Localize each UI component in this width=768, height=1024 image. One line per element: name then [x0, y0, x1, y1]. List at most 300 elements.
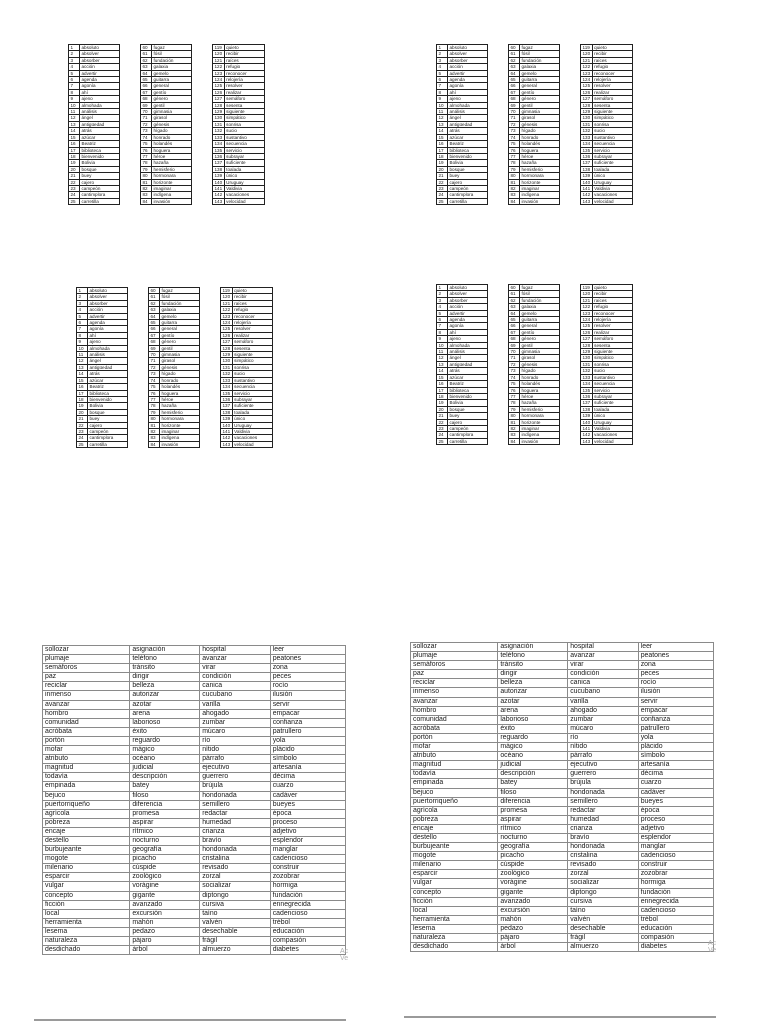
- word-cell: asignación: [130, 646, 200, 655]
- entry-number: 120: [582, 51, 591, 57]
- entry-word: análisis: [88, 352, 128, 358]
- entry-number: 23: [69, 185, 80, 191]
- entry-word: simpático: [232, 358, 272, 364]
- entry-number: 122: [582, 304, 591, 310]
- entry-word: Valdivia: [232, 428, 272, 434]
- entry-number: 15: [69, 134, 80, 140]
- entry-word: azúcar: [88, 377, 128, 383]
- entry-word: gimnasia: [520, 109, 560, 115]
- entry-number: 131: [582, 121, 591, 127]
- entry-word: Beatriz: [448, 381, 488, 387]
- entry-word: secuencia: [592, 141, 632, 147]
- entry-number: 135: [582, 147, 591, 153]
- word-cell: vulgar: [43, 882, 130, 891]
- word-cell: peatones: [638, 652, 713, 661]
- entry-number: 22: [437, 179, 448, 185]
- table-row: [43, 664, 346, 673]
- entry-number: 8: [437, 89, 448, 95]
- entry-word: sucio: [592, 368, 632, 374]
- entry-number: 10: [69, 102, 80, 108]
- entry-number: 78: [149, 403, 160, 409]
- entry-number: 5: [69, 70, 80, 76]
- entry-word: cajero: [88, 422, 128, 428]
- entry-word: relojería: [232, 320, 272, 326]
- entry-number: 127: [214, 96, 223, 102]
- entry-word: servicio: [224, 147, 264, 153]
- word-cell: mágico: [498, 743, 568, 752]
- word-cell: esplendor: [270, 836, 345, 845]
- word-cell: éxito: [130, 727, 200, 736]
- entry-word: quieto: [592, 45, 632, 51]
- numbered-column: [148, 287, 200, 448]
- entry-number: 77: [141, 153, 152, 159]
- entry-word: antigüedad: [448, 361, 488, 367]
- word-cell: empinada: [411, 779, 498, 788]
- word-cell: árbol: [130, 946, 200, 955]
- word-cell: redactar: [568, 806, 639, 815]
- table-row: [43, 773, 346, 782]
- entry-word: absorber: [448, 57, 488, 63]
- word-cell: esparcir: [43, 873, 130, 882]
- entry-number: 79: [141, 166, 152, 172]
- entry-word: héroe: [520, 393, 560, 399]
- entry-word: servicio: [592, 147, 632, 153]
- entry-number: 14: [69, 128, 80, 134]
- entry-word: relojería: [224, 77, 264, 83]
- entry-number: 143: [222, 441, 231, 447]
- entry-number: 15: [77, 377, 88, 383]
- word-cell: artesanía: [270, 764, 345, 773]
- entry-number: 62: [141, 57, 152, 63]
- entry-word: acción: [448, 304, 488, 310]
- entry-word: recibir: [592, 291, 632, 297]
- entry-word: antigüedad: [448, 121, 488, 127]
- word-cell: zoológico: [498, 870, 568, 879]
- table-row: [411, 833, 714, 842]
- word-cell: semillero: [200, 800, 271, 809]
- word-cell: batey: [130, 782, 200, 791]
- entry-word: advertir: [88, 313, 128, 319]
- word-cell: pájaro: [130, 937, 200, 946]
- entry-number: 137: [582, 400, 591, 406]
- entry-word: resolver: [224, 83, 264, 89]
- entry-number: 14: [77, 371, 88, 377]
- table-row: [43, 646, 346, 655]
- entry-word: sonrisa: [224, 121, 264, 127]
- word-cell: desechable: [200, 927, 271, 936]
- entry-number: 62: [509, 297, 520, 303]
- word-cell: pedazo: [130, 927, 200, 936]
- entry-word: género: [152, 96, 192, 102]
- entry-number: 82: [509, 185, 520, 191]
- entry-word: reconocer: [224, 70, 264, 76]
- entry-number: 6: [77, 320, 88, 326]
- list-row: [509, 198, 560, 204]
- entry-number: 134: [582, 141, 591, 147]
- entry-word: cantimplora: [80, 192, 120, 198]
- entry-number: 10: [437, 342, 448, 348]
- entry-number: 66: [509, 323, 520, 329]
- word-cell: dirigir: [130, 673, 200, 682]
- entry-word: ahí: [448, 329, 488, 335]
- entry-number: 131: [222, 364, 231, 370]
- word-cell: acróbata: [43, 727, 130, 736]
- entry-word: gimnasia: [152, 109, 192, 115]
- entry-number: 9: [69, 96, 80, 102]
- entry-number: 119: [581, 45, 593, 51]
- entry-number: 65: [509, 77, 520, 83]
- word-cell: cadáver: [270, 791, 345, 800]
- entry-number: 123: [222, 313, 231, 319]
- entry-word: vacaciones: [224, 192, 264, 198]
- word-cell: cadencioso: [270, 855, 345, 864]
- entry-word: análisis: [448, 349, 488, 355]
- word-cell: belleza: [130, 682, 200, 691]
- word-cell: patrullero: [638, 724, 713, 733]
- entry-word: velocidad: [232, 441, 272, 447]
- entry-number: 126: [214, 89, 223, 95]
- entry-number: 84: [509, 198, 520, 204]
- word-cell: taíno: [200, 909, 271, 918]
- word-cell: artesanía: [638, 761, 713, 770]
- word-cell: plácido: [270, 746, 345, 755]
- table-row: [411, 934, 714, 943]
- entry-number: 7: [69, 83, 80, 89]
- entry-number: 138: [582, 166, 591, 172]
- entry-word: Beatriz: [80, 141, 120, 147]
- entry-number: 82: [149, 428, 160, 434]
- entry-number: 25: [437, 438, 448, 444]
- entry-word: indígena: [160, 435, 200, 441]
- entry-number: 61: [509, 291, 520, 297]
- entry-number: 63: [509, 64, 520, 70]
- word-cell: bejuco: [411, 788, 498, 797]
- word-cell: río: [568, 733, 639, 742]
- word-cell: décima: [270, 773, 345, 782]
- word-cell: construir: [638, 861, 713, 870]
- entry-number: 61: [149, 294, 160, 300]
- entry-number: 17: [69, 147, 80, 153]
- entry-number: 65: [509, 317, 520, 323]
- entry-number: 81: [149, 422, 160, 428]
- word-cell: plácido: [638, 743, 713, 752]
- table-row: [43, 918, 346, 927]
- entry-number: 79: [509, 406, 520, 412]
- entry-word: honrado: [160, 377, 200, 383]
- entry-number: 133: [582, 134, 591, 140]
- entry-number: 19: [437, 400, 448, 406]
- entry-number: 122: [222, 307, 231, 313]
- table-row: [411, 652, 714, 661]
- entry-word: imaginar: [520, 185, 560, 191]
- word-cell: empinada: [43, 782, 130, 791]
- entry-number: 67: [141, 89, 152, 95]
- table-row: [411, 788, 714, 797]
- entry-word: general: [520, 323, 560, 329]
- entry-number: 80: [141, 173, 152, 179]
- entry-word: antigüedad: [88, 364, 128, 370]
- entry-number: 121: [582, 297, 591, 303]
- entry-word: toalada: [592, 406, 632, 412]
- entry-word: hemisferio: [520, 166, 560, 172]
- entry-number: 83: [509, 192, 520, 198]
- entry-number: 78: [141, 160, 152, 166]
- entry-number: 74: [509, 374, 520, 380]
- entry-word: hoguera: [520, 147, 560, 153]
- entry-word: honrado: [152, 134, 192, 140]
- word-cell: zozobrar: [638, 870, 713, 879]
- word-cell: esparcir: [411, 870, 498, 879]
- word-cell: avanzar: [200, 655, 271, 664]
- word-cell: hondonada: [200, 846, 271, 855]
- word-cell: ficción: [411, 897, 498, 906]
- entry-number: 125: [214, 83, 223, 89]
- entry-word: refugio: [224, 64, 264, 70]
- word-cell: encaje: [43, 827, 130, 836]
- entry-number: 11: [77, 352, 88, 358]
- entry-word: sonrisa: [592, 361, 632, 367]
- entry-word: almohada: [80, 102, 120, 108]
- word-cell: taíno: [568, 906, 639, 915]
- word-cell: ilusión: [270, 691, 345, 700]
- word-cell: época: [270, 809, 345, 818]
- entry-number: 126: [582, 89, 591, 95]
- table-row: [411, 943, 714, 952]
- word-cell: humedad: [200, 818, 271, 827]
- table-row: [411, 897, 714, 906]
- word-cell: peces: [270, 673, 345, 682]
- entry-number: 64: [141, 70, 152, 76]
- entry-word: holandés: [520, 381, 560, 387]
- entry-word: honrado: [520, 374, 560, 380]
- word-cell: bueyes: [270, 800, 345, 809]
- word-cell: ahogado: [200, 709, 271, 718]
- entry-word: subrayar: [592, 393, 632, 399]
- word-cell: geografía: [498, 843, 568, 852]
- entry-number: 136: [582, 153, 591, 159]
- entry-word: Beatriz: [88, 384, 128, 390]
- entry-number: 139: [582, 173, 591, 179]
- numbered-list-top-left: [68, 44, 285, 205]
- entry-number: 7: [77, 326, 88, 332]
- entry-number: 6: [437, 77, 448, 83]
- word-cell: varilla: [568, 697, 639, 706]
- table-row: [43, 891, 346, 900]
- word-cell: hospital: [568, 643, 639, 652]
- word-cell: diptongo: [568, 888, 639, 897]
- entry-number: 132: [582, 128, 591, 134]
- entry-word: horizonte: [152, 179, 192, 185]
- word-cell: construir: [270, 864, 345, 873]
- word-cell: judicial: [498, 761, 568, 770]
- entry-number: 12: [77, 358, 88, 364]
- word-cell: cúspide: [498, 861, 568, 870]
- entry-number: 79: [509, 166, 520, 172]
- word-cell: vorágine: [130, 882, 200, 891]
- entry-number: 132: [222, 371, 231, 377]
- word-cell: burbujeante: [43, 846, 130, 855]
- word-cell: desechable: [568, 924, 639, 933]
- word-cell: zumbar: [200, 718, 271, 727]
- entry-number: 10: [77, 345, 88, 351]
- entry-word: carretilla: [88, 441, 128, 447]
- entry-number: 137: [214, 160, 223, 166]
- entry-number: 16: [69, 141, 80, 147]
- word-cell: párrafo: [200, 755, 271, 764]
- entry-word: suficiente: [592, 400, 632, 406]
- word-cell: arena: [130, 709, 200, 718]
- word-cell: cristalina: [568, 852, 639, 861]
- entry-word: ángel: [88, 358, 128, 364]
- entry-word: acción: [88, 307, 128, 313]
- entry-word: galaxia: [160, 307, 200, 313]
- numbered-column: [580, 284, 633, 445]
- table-row: [43, 836, 346, 845]
- word-cell: empacar: [638, 706, 713, 715]
- word-cell: ficción: [43, 900, 130, 909]
- table-row: [411, 643, 714, 652]
- entry-word: galaxia: [520, 64, 560, 70]
- word-cell: frágil: [200, 937, 271, 946]
- numbered-column: [436, 284, 488, 445]
- entry-number: 143: [582, 198, 591, 204]
- entry-word: resolver: [232, 326, 272, 332]
- entry-word: hormonara: [520, 173, 560, 179]
- word-cell: zumbar: [568, 715, 639, 724]
- entry-word: hemisferio: [152, 166, 192, 172]
- entry-word: buey: [88, 416, 128, 422]
- table-row: [411, 670, 714, 679]
- word-grid-right: [410, 642, 717, 954]
- word-cell: río: [200, 736, 271, 745]
- entry-word: sustantivo: [224, 134, 264, 140]
- entry-number: 21: [77, 416, 88, 422]
- entry-word: resolver: [592, 323, 632, 329]
- entry-word: fósil: [520, 291, 560, 297]
- word-cell: canica: [200, 682, 271, 691]
- word-cell: fundación: [270, 891, 345, 900]
- entry-word: Uruguay: [592, 419, 632, 425]
- entry-number: 141: [582, 425, 591, 431]
- entry-number: 68: [509, 336, 520, 342]
- entry-word: girasol: [520, 355, 560, 361]
- entry-word: buey: [448, 413, 488, 419]
- entry-number: 123: [214, 70, 223, 76]
- word-cell: aspirar: [130, 818, 200, 827]
- word-cell: peatones: [270, 655, 345, 664]
- entry-number: 64: [509, 70, 520, 76]
- word-cell: avanzado: [498, 897, 568, 906]
- entry-number: 138: [582, 406, 591, 412]
- word-cell: diferencia: [498, 797, 568, 806]
- entry-word: sesenta: [592, 102, 632, 108]
- entry-number: 22: [77, 422, 88, 428]
- entry-number: 73: [141, 128, 152, 134]
- entry-number: 82: [509, 425, 520, 431]
- entry-word: honrado: [520, 134, 560, 140]
- entry-number: 18: [69, 153, 80, 159]
- word-cell: inmenso: [411, 688, 498, 697]
- word-cell: ennegrecida: [638, 897, 713, 906]
- entry-word: héroe: [152, 153, 192, 159]
- word-cell: naturaleza: [411, 934, 498, 943]
- entry-number: 23: [437, 425, 448, 431]
- numbered-column: [580, 44, 633, 205]
- entry-word: sucio: [224, 128, 264, 134]
- entry-word: biblioteca: [448, 387, 488, 393]
- entry-number: 121: [214, 57, 223, 63]
- word-cell: patrullero: [270, 727, 345, 736]
- entry-number: 3: [437, 57, 448, 63]
- entry-number: 71: [509, 115, 520, 121]
- entry-number: 14: [437, 368, 448, 374]
- word-cell: atributo: [43, 755, 130, 764]
- entry-number: 12: [69, 115, 80, 121]
- entry-word: toalada: [232, 409, 272, 415]
- word-cell: milenario: [43, 864, 130, 873]
- entry-number: 124: [582, 77, 591, 83]
- entry-word: toalada: [592, 166, 632, 172]
- entry-word: gentil: [160, 345, 200, 351]
- entry-word: gentil: [520, 342, 560, 348]
- word-cell: hormiga: [270, 882, 345, 891]
- word-cell: ejecutivo: [568, 761, 639, 770]
- entry-word: Valdivia: [592, 425, 632, 431]
- entry-word: absorber: [88, 300, 128, 306]
- entry-number: 1: [77, 288, 88, 294]
- entry-number: 1: [437, 45, 448, 51]
- word-cell: plumaje: [43, 655, 130, 664]
- entry-number: 61: [141, 51, 152, 57]
- word-cell: picacho: [498, 852, 568, 861]
- word-cell: adjetivo: [638, 824, 713, 833]
- entry-number: 129: [582, 109, 591, 115]
- word-cell: herramienta: [411, 915, 498, 924]
- word-cell: reguardo: [130, 736, 200, 745]
- entry-number: 3: [69, 57, 80, 63]
- entry-word: general: [160, 326, 200, 332]
- entry-number: 2: [437, 291, 448, 297]
- table-row: [411, 843, 714, 852]
- word-cell: avanzado: [130, 900, 200, 909]
- word-cell: árbol: [498, 943, 568, 952]
- entry-word: velocidad: [224, 198, 264, 204]
- entry-word: gentío: [152, 89, 192, 95]
- entry-number: 4: [77, 307, 88, 313]
- word-cell: socializar: [200, 882, 271, 891]
- entry-number: 12: [437, 115, 448, 121]
- entry-number: 123: [582, 310, 591, 316]
- word-cell: asignación: [498, 643, 568, 652]
- numbered-column: [436, 44, 488, 205]
- numbered-column: [68, 44, 120, 205]
- word-cell: paz: [43, 673, 130, 682]
- page-shadow-right: [404, 1016, 716, 1018]
- entry-number: 3: [77, 300, 88, 306]
- entry-number: 18: [77, 396, 88, 402]
- entry-number: 76: [149, 390, 160, 396]
- entry-word: relojería: [592, 317, 632, 323]
- word-cell: cadencioso: [638, 906, 713, 915]
- word-cell: avanzar: [568, 652, 639, 661]
- entry-number: 123: [582, 70, 591, 76]
- word-cell: local: [43, 909, 130, 918]
- word-cell: mofar: [411, 743, 498, 752]
- entry-word: ajeno: [448, 96, 488, 102]
- entry-word: velocidad: [592, 438, 632, 444]
- entry-word: único: [232, 416, 272, 422]
- entry-number: 63: [509, 304, 520, 310]
